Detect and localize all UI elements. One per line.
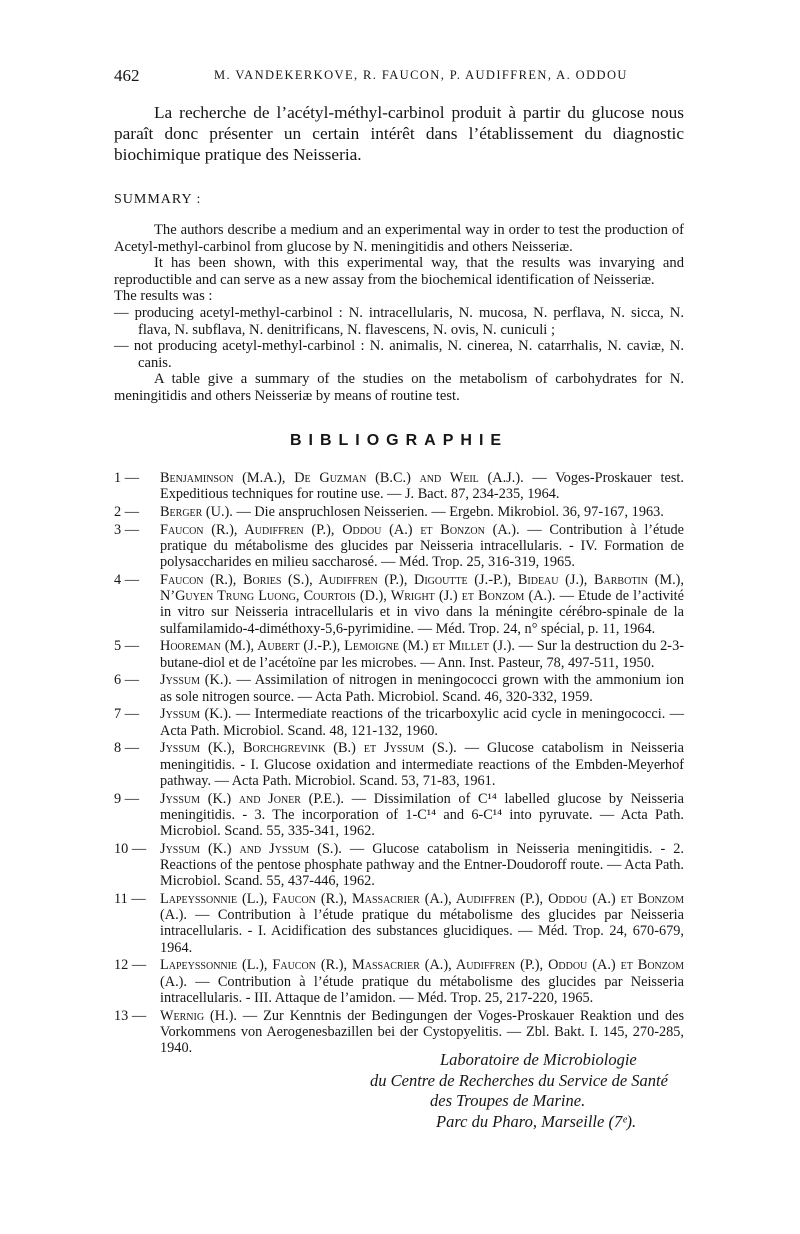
entry-authors: Jyssum (K.) and Jyssum (S.). — [160, 840, 342, 857]
entry-authors: Lapeyssonnie (L.), Faucon (R.), Massacrier (A.), Audiffren (P.), Oddou (A.) et Bonzom (A.). — [160, 891, 684, 924]
entry-authors: Jyssum (K.). — [160, 706, 232, 723]
summary-list-item: — not producing acetyl-methyl-carbinol : N. animalis, N. cinerea, N. catarrhalis, N. caviæ, N. canis. — [114, 338, 684, 371]
entry-number: 13 — — [114, 1007, 147, 1024]
entry-number: 10 — — [114, 840, 147, 857]
entry-text: — Assimilation of nitrogen in meningococci grown with the ammonium ion as sole nitrogen source. — Acta Path. Microbiol. Scand. 46, 320-332, 1959. — [160, 672, 685, 705]
summary-paragraph: A table give a summary of the studies on the metabolism of carbohydrates for N. meningitidis and others Neisseriæ by means of routine test. — [114, 371, 684, 404]
entry-number: 5 — — [114, 638, 140, 655]
bibliography-entry — [114, 572, 684, 637]
summary-heading: SUMMARY : — [114, 192, 202, 207]
bibliography-entry — [114, 522, 684, 571]
entry-authors: Hooreman (M.), Aubert (J.-P.), Lemoigne (M.) et Millet (J.). — [160, 638, 515, 655]
bibliography-entry — [114, 672, 684, 704]
entry-text: — Dissimilation of C¹⁴ labelled glucose by Neisseria meningitidis. - 3. The incorporation of 1-C¹⁴ and 6-C¹⁴ into pyruvate. — Acta Path. Microbiol. Scand. 55, 335-341, 1962. — [160, 790, 684, 840]
bibliography-heading: BIBLIOGRAPHIE — [289, 432, 509, 449]
entry-number: 11 — — [114, 891, 146, 908]
entry-number: 1 — — [114, 470, 140, 486]
bibliography-entry — [114, 470, 684, 502]
entry-authors: Faucon (R.), Audiffren (P.), Oddou (A.) et Bonzon (A.). — [160, 521, 520, 538]
entry-text: — Glucose catabolism in Neisseria meningitidis. - I. Glucose oxidation and intermediate reactions of the Embden-Meyerhof pathway. — Acta Path. Microbiol. Scand. 53, 71-83, 1961. — [160, 740, 684, 789]
bibliography-entry — [114, 740, 684, 789]
entry-authors: Faucon (R.), Bories (S.), Audiffren (P.), Digoutte (J.-P.), Bideau (J.), Barbotin (M.), N’Guyen Trung Luong, Courtois (D.), Wright (J.) et Bonzom (A.). — [160, 572, 684, 605]
entry-authors: Jyssum (K.). — [160, 672, 232, 689]
summary-paragraph: It has been shown, with this experimental way, that the results was invarying and reproductible and can serve as a new assay from the biochemical identification of Neisseriæ. — [114, 255, 684, 288]
bibliography-entry — [114, 957, 684, 1006]
page-number: 462 — [114, 66, 140, 85]
entry-number: 2 — — [114, 504, 140, 520]
bibliography-entry — [114, 841, 684, 890]
bibliography-entry — [114, 706, 684, 738]
affiliation-line: du Centre de Recherches du Service de Santé — [370, 1070, 668, 1090]
affiliation-signature — [340, 1050, 740, 1132]
entry-text: — Contribution à l’étude pratique du métabolisme des glucides par Neisseria intracellularis. - IV. Formation de polysaccharides en milieu saccharosé. — Méd. Trop. 25, 316-319, 1965. — [160, 521, 685, 571]
entry-text: — Glucose catabolism in Neisseria meningitidis. - 2. Reactions of the pentose phosphate pathway and the Entner-Doudoroff route. — Acta Path. Microbiol. Scand. 55, 437-446, 1962. — [160, 840, 684, 890]
bibliography-entry — [114, 891, 684, 956]
entry-authors: Lapeyssonnie (L.), Faucon (R.), Massacrier (A.), Audiffren (P.), Oddou (A.) et Bonzom (A.). — [160, 957, 684, 990]
entry-text: — Sur la destruction du 2-3-butane-diol et de l’acétoïne par les microbes. — Ann. Inst. Pasteur, 78, 497-511, 1950. — [160, 638, 684, 671]
entry-number: 9 — — [114, 790, 140, 807]
entry-authors: Berger (U.). — [160, 504, 233, 520]
entry-number: 7 — — [114, 706, 140, 723]
entry-text: — Voges-Proskauer test. Expeditious techniques for routine use. — J. Bact. 87, 234-235, 1964. — [160, 470, 684, 503]
entry-number: 12 — — [114, 957, 147, 974]
affiliation-line: des Troupes de Marine. — [430, 1091, 586, 1110]
page-header — [114, 66, 684, 88]
entry-authors: Benjaminson (M.A.), De Guzman (B.C.) and Weil (A.J.). — [160, 470, 524, 486]
entry-authors: Jyssum (K.) and Joner (P.E.). — [160, 790, 344, 807]
bibliography-entry — [114, 638, 684, 670]
bibliography-entry — [114, 1008, 684, 1057]
bibliography-list — [114, 470, 684, 1058]
entry-text: — Die anspruchlosen Neisserien. — Ergebn. Mikrobiol. 36, 97-167, 1963. — [236, 504, 664, 520]
entry-number: 8 — — [114, 740, 140, 757]
entry-number: 4 — — [114, 572, 140, 588]
entry-text: — Zur Kenntnis der Bedingungen der Voges-Proskauer Reaktion und des Vorkommens von Aerogenesbazillen bei der Cystopyelitis. — Zbl. Bakt. I. 145, 270-285, 1940. — [160, 1007, 685, 1057]
entry-text: — Intermediate reactions of the tricarboxylic acid cycle in meningococci. — Acta Path. Microbiol. Scand. 48, 121-132, 1960. — [160, 706, 685, 739]
entry-number: 6 — — [114, 672, 140, 689]
summary-section — [114, 222, 684, 405]
affiliation-line: Laboratoire de Microbiologie — [440, 1050, 637, 1069]
affiliation-line: Parc du Pharo, Marseille (7ᵉ). — [436, 1111, 637, 1131]
intro-paragraph: La recherche de l’acétyl-méthyl-carbinol produit à partir du glucose nous paraît donc présenter un certain intérêt dans l’établissement du diagnostic biochimique pratique des Neisseria. — [114, 103, 684, 164]
running-head: M. VANDEKERKOVE, R. FAUCON, P. AUDIFFREN, A. ODDOU — [214, 68, 628, 82]
entry-number: 3 — — [114, 521, 140, 538]
entry-text: — Contribution à l’étude pratique du métabolisme des glucides par Neisseria intracellularis. - III. Attaque de l’amidon. — Méd. Trop. 25, 217-220, 1965. — [160, 973, 684, 1006]
bibliography-entry — [114, 791, 684, 840]
entry-text: — Etude de l’activité in vitro sur Neisseria intracellularis et in vivo dans la méningite cérébro-spinale de la sulfamilamido-4-diméthoxy-5,6-pyrimidine. — Méd. Trop. 24, n° spécial, p. 11, 1964. — [160, 588, 684, 637]
summary-paragraph: The results was : — [114, 288, 213, 305]
entry-authors: Wernig (H.). — [160, 1007, 237, 1024]
summary-paragraph: The authors describe a medium and an experimental way in order to test the production of Acetyl-methyl-carbinol from glucose by N. meningitidis and others Neisseriæ. — [114, 222, 684, 255]
entry-authors: Jyssum (K.), Borchgrevink (B.) et Jyssum (S.). — [160, 740, 457, 757]
entry-text: — Contribution à l’étude pratique du métabolisme des glucides par Neisseria intracellularis. - I. Acidification des substances glucidiques. — Méd. Trop. 24, 670-679, 1964. — [160, 907, 684, 956]
summary-list-item: — producing acetyl-methyl-carbinol : N. intracellularis, N. mucosa, N. perflava, N. sicca, N. flava, N. subflava, N. denitrificans, N. flavescens, N. ovis, N. cuniculi ; — [114, 304, 684, 338]
bibliography-entry — [114, 504, 684, 520]
